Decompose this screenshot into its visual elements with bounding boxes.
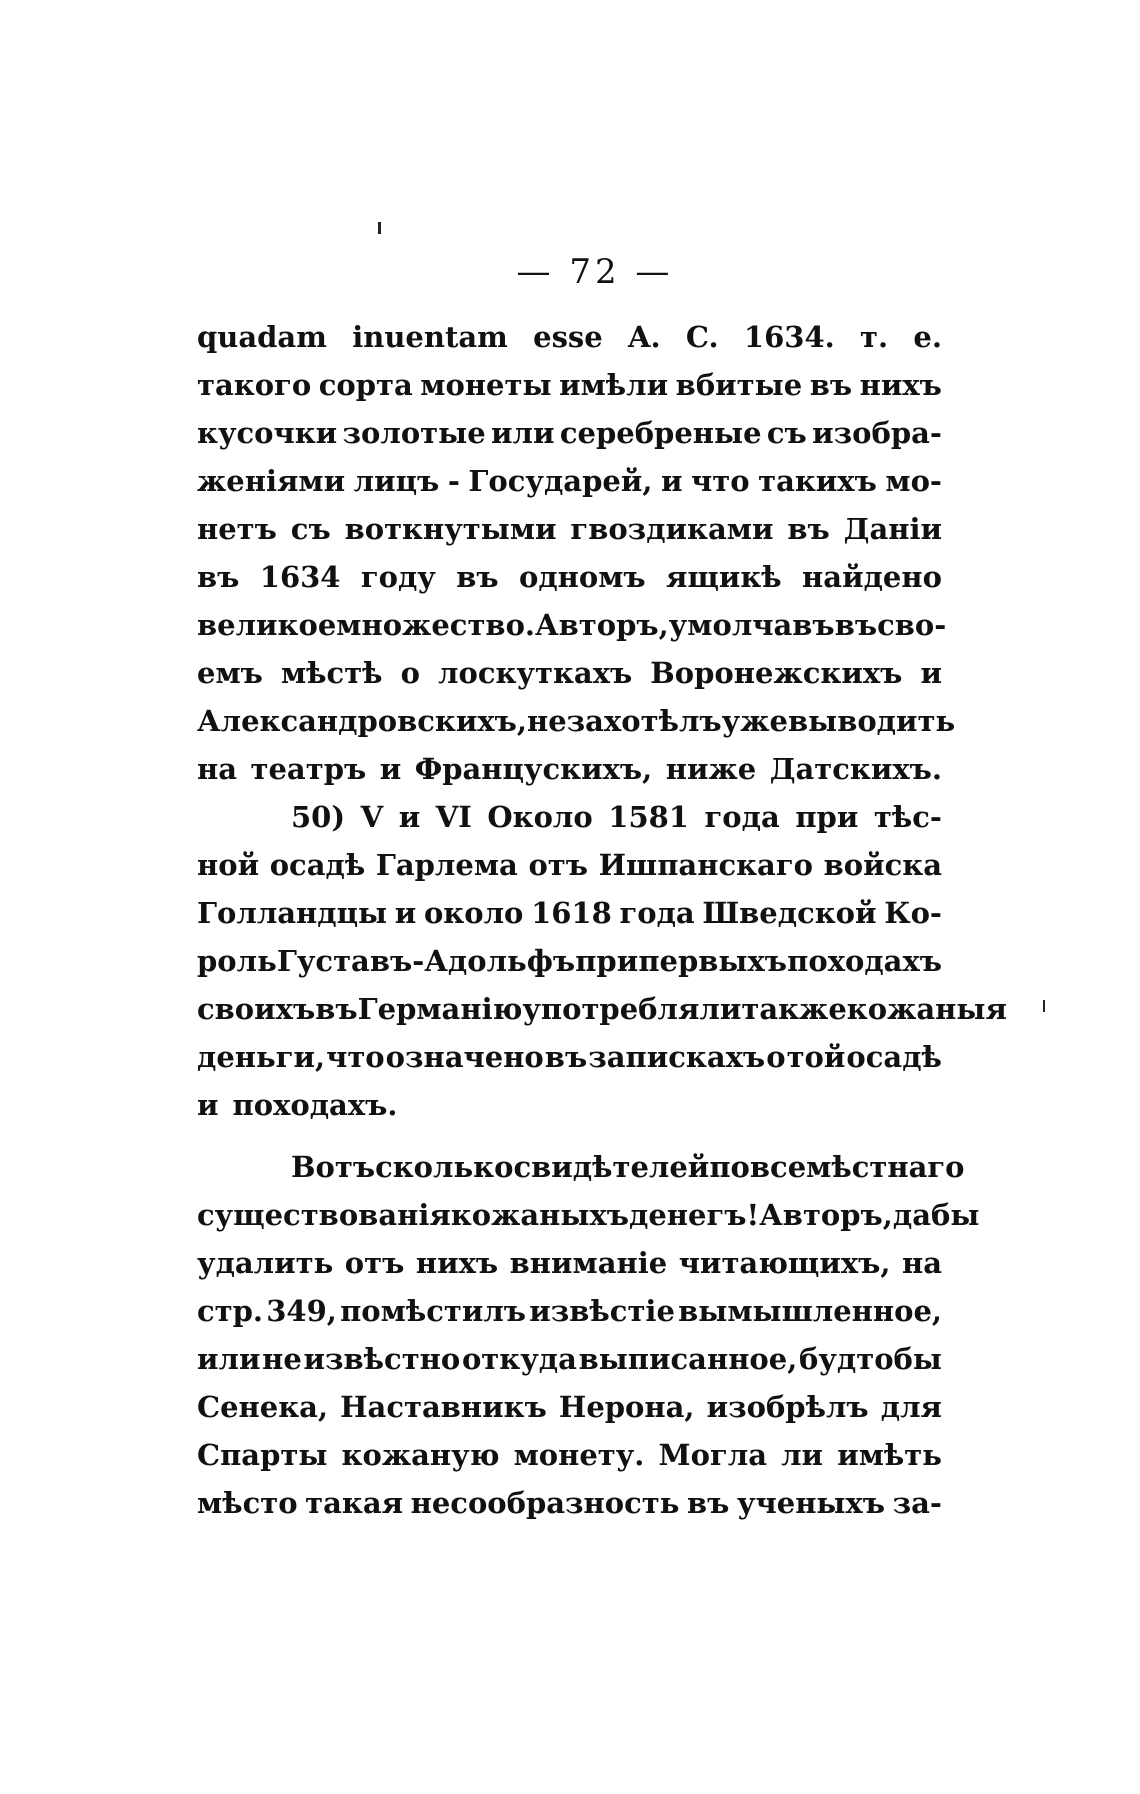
word: Ко- [884,896,942,930]
word: кожаныхъ [450,1198,629,1232]
text-line [197,944,942,992]
word: гвоздиками [570,512,774,546]
word: нетъ [197,512,277,546]
word: тѣс- [873,800,942,834]
word: не [262,1342,302,1376]
word: первыхъ [638,944,788,978]
word: употребляли [522,992,742,1026]
word: монеты [420,368,552,402]
word: сколько [375,1150,514,1184]
word: quadam [197,320,327,354]
text-line [197,560,942,608]
word: для [880,1390,942,1424]
text-line [197,1342,942,1390]
word: и [920,656,942,690]
word: дабы [892,1198,980,1232]
word: сво- [877,608,947,642]
text-line [197,608,947,656]
word: также [741,992,847,1026]
text-line [197,704,956,752]
word: года [619,896,695,930]
word: ной [197,848,260,882]
word: осадѣ [846,1040,942,1074]
word: Германію [357,992,523,1026]
word: вбитые [675,368,803,402]
word: и [398,800,421,834]
word: нихъ [859,368,942,402]
word: изобра- [812,416,942,450]
word: или [491,416,555,450]
word: запискахъ [588,1040,766,1074]
word: имѣли [559,368,669,402]
text-line [197,800,942,848]
word: осадѣ [269,848,366,882]
word: повсемѣстнаго [709,1150,965,1184]
word: году [360,560,436,594]
word: въ [834,608,878,642]
word: Ишпанскаго [598,848,813,882]
word: театръ [250,752,367,786]
word: Француcкихъ, [414,752,653,786]
word: Вотъ [291,1150,376,1184]
word: за- [892,1486,942,1520]
word: въ [544,1040,588,1074]
text-line [197,896,942,944]
word: такая [305,1486,404,1520]
word: въ [687,1486,730,1520]
word: VI [435,800,472,834]
word: inuentam [352,320,508,354]
word: Могла [658,1438,767,1472]
word: Гарлема [375,848,518,882]
word: - [447,464,460,498]
word: великое [197,608,337,642]
text-line [197,1390,942,1438]
word: ли [781,1438,824,1472]
text-line [197,848,942,896]
word: ящикѣ [666,560,782,594]
text-line [197,1246,942,1294]
text-line [197,1486,942,1534]
word: Нерона, [558,1390,695,1424]
word: походахъ [787,944,942,978]
word: съ [766,416,807,450]
word: года [704,800,780,834]
word: Авторъ, [535,608,669,642]
word: умолчавъ [668,608,835,642]
word: на [901,1246,942,1280]
text-line [197,1150,965,1198]
word: о [400,656,420,690]
paragraph [197,800,1007,1136]
word: Голландцы [197,896,388,930]
word: вниманіе [509,1246,668,1280]
word: Даніи [843,512,942,546]
word: деньги, [197,1040,326,1074]
word: Шведской [702,896,877,930]
word: походахъ. [232,1088,398,1122]
word: C. [685,320,719,354]
word: существованія [197,1198,451,1232]
body-text [197,320,1007,1534]
word: монету. [513,1438,645,1472]
word: Густавъ-Адольфъ [276,944,576,978]
word: такого [197,368,312,402]
text-line [197,1088,942,1136]
word: что [691,464,750,498]
word: 50) [291,800,346,834]
word: и [379,752,402,786]
word: отъ [344,1246,405,1280]
word: мѣсто [197,1486,298,1520]
word: воткнутыми [344,512,557,546]
word: кожаныя [846,992,1007,1026]
word: Наставникъ [340,1390,547,1424]
word: означено [385,1040,544,1074]
word: въ [456,560,499,594]
word: лицъ [353,464,440,498]
word: 1581 [608,800,689,834]
word: въ [197,560,240,594]
word: той [786,1040,846,1074]
word: мѣстѣ [280,656,383,690]
word: своихъ [197,992,316,1026]
paragraph [197,320,956,800]
word: роль [197,944,277,978]
word: ниже [665,752,757,786]
word: извѣстно [303,1342,461,1376]
text-line [197,320,942,368]
word: изобрѣлъ [706,1390,869,1424]
word: войска [823,848,942,882]
word: денегъ! [628,1198,760,1232]
word: женіями [197,464,346,498]
word: Государей, [468,464,653,498]
text-line [197,416,942,464]
text-line [197,1438,942,1486]
word: нихъ [415,1246,499,1280]
text-line [197,512,942,560]
word: Спарты [197,1438,328,1472]
word: на [197,752,238,786]
word: около [423,896,524,930]
word: Авторъ, [759,1198,893,1232]
word: будтобы [798,1342,942,1376]
word: кусочки [197,416,338,450]
word: съ [290,512,331,546]
word: V [360,800,384,834]
word: Сенека, [197,1390,329,1424]
word: выписанное, [578,1342,798,1376]
word: одномъ [518,560,646,594]
word: отъ [528,848,589,882]
word: емъ [197,656,263,690]
word: множество. [336,608,536,642]
word: кожаную [341,1438,500,1472]
text-line [197,464,942,512]
word: 1634. [743,320,835,354]
word: помѣстилъ [340,1294,527,1328]
word: 1634 [259,560,341,594]
word: удалить [197,1246,334,1280]
word: въ [809,368,853,402]
word: мо- [885,464,942,498]
word: имѣть [837,1438,942,1472]
word: захотѣлъ [566,704,722,738]
word: A. [628,320,661,354]
text-line [197,992,1007,1040]
word: читающихъ, [678,1246,891,1280]
word: Воронежскихъ [650,656,903,690]
word: не [526,704,567,738]
word: уже [721,704,788,738]
text-line [197,1198,980,1246]
paragraph [197,1150,980,1534]
word: извѣстіе [529,1294,675,1328]
word: свидѣтелей [513,1150,710,1184]
word: и [394,896,417,930]
word: такихъ [758,464,877,498]
word: е. [913,320,942,354]
word: esse [533,320,603,354]
word: Датскихъ. [769,752,942,786]
word: и [660,464,683,498]
text-line [197,1294,942,1342]
text-line [197,368,942,416]
word: сорта [318,368,413,402]
paragraph-gap [197,1136,942,1150]
word: и [197,1088,219,1122]
word: въ [315,992,358,1026]
word: или [197,1342,261,1376]
word: ученыхъ [736,1486,886,1520]
word: Около [487,800,593,834]
word: найдено [802,560,942,594]
word: стр. [197,1294,264,1328]
word: т. [860,320,889,354]
scan-speck [378,222,381,234]
word: о [766,1040,786,1074]
word: въ [787,512,830,546]
word: 1618 [531,896,612,930]
word: откуда [461,1342,577,1376]
word: золотые [342,416,486,450]
text-line [197,656,942,704]
word: при [575,944,639,978]
word: вымышленное, [678,1294,942,1328]
scan-speck [1043,1000,1045,1012]
word: что [326,1040,385,1074]
word: несообразность [410,1486,680,1520]
text-line [197,752,942,800]
text-line [197,1040,942,1088]
word: 349, [266,1294,337,1328]
word: серебреные [559,416,762,450]
word: выводить [787,704,956,738]
word: при [795,800,859,834]
word: Александровскихъ, [197,704,527,738]
page-number: — 72 — [516,252,674,292]
word: лоскуткахъ [438,656,633,690]
